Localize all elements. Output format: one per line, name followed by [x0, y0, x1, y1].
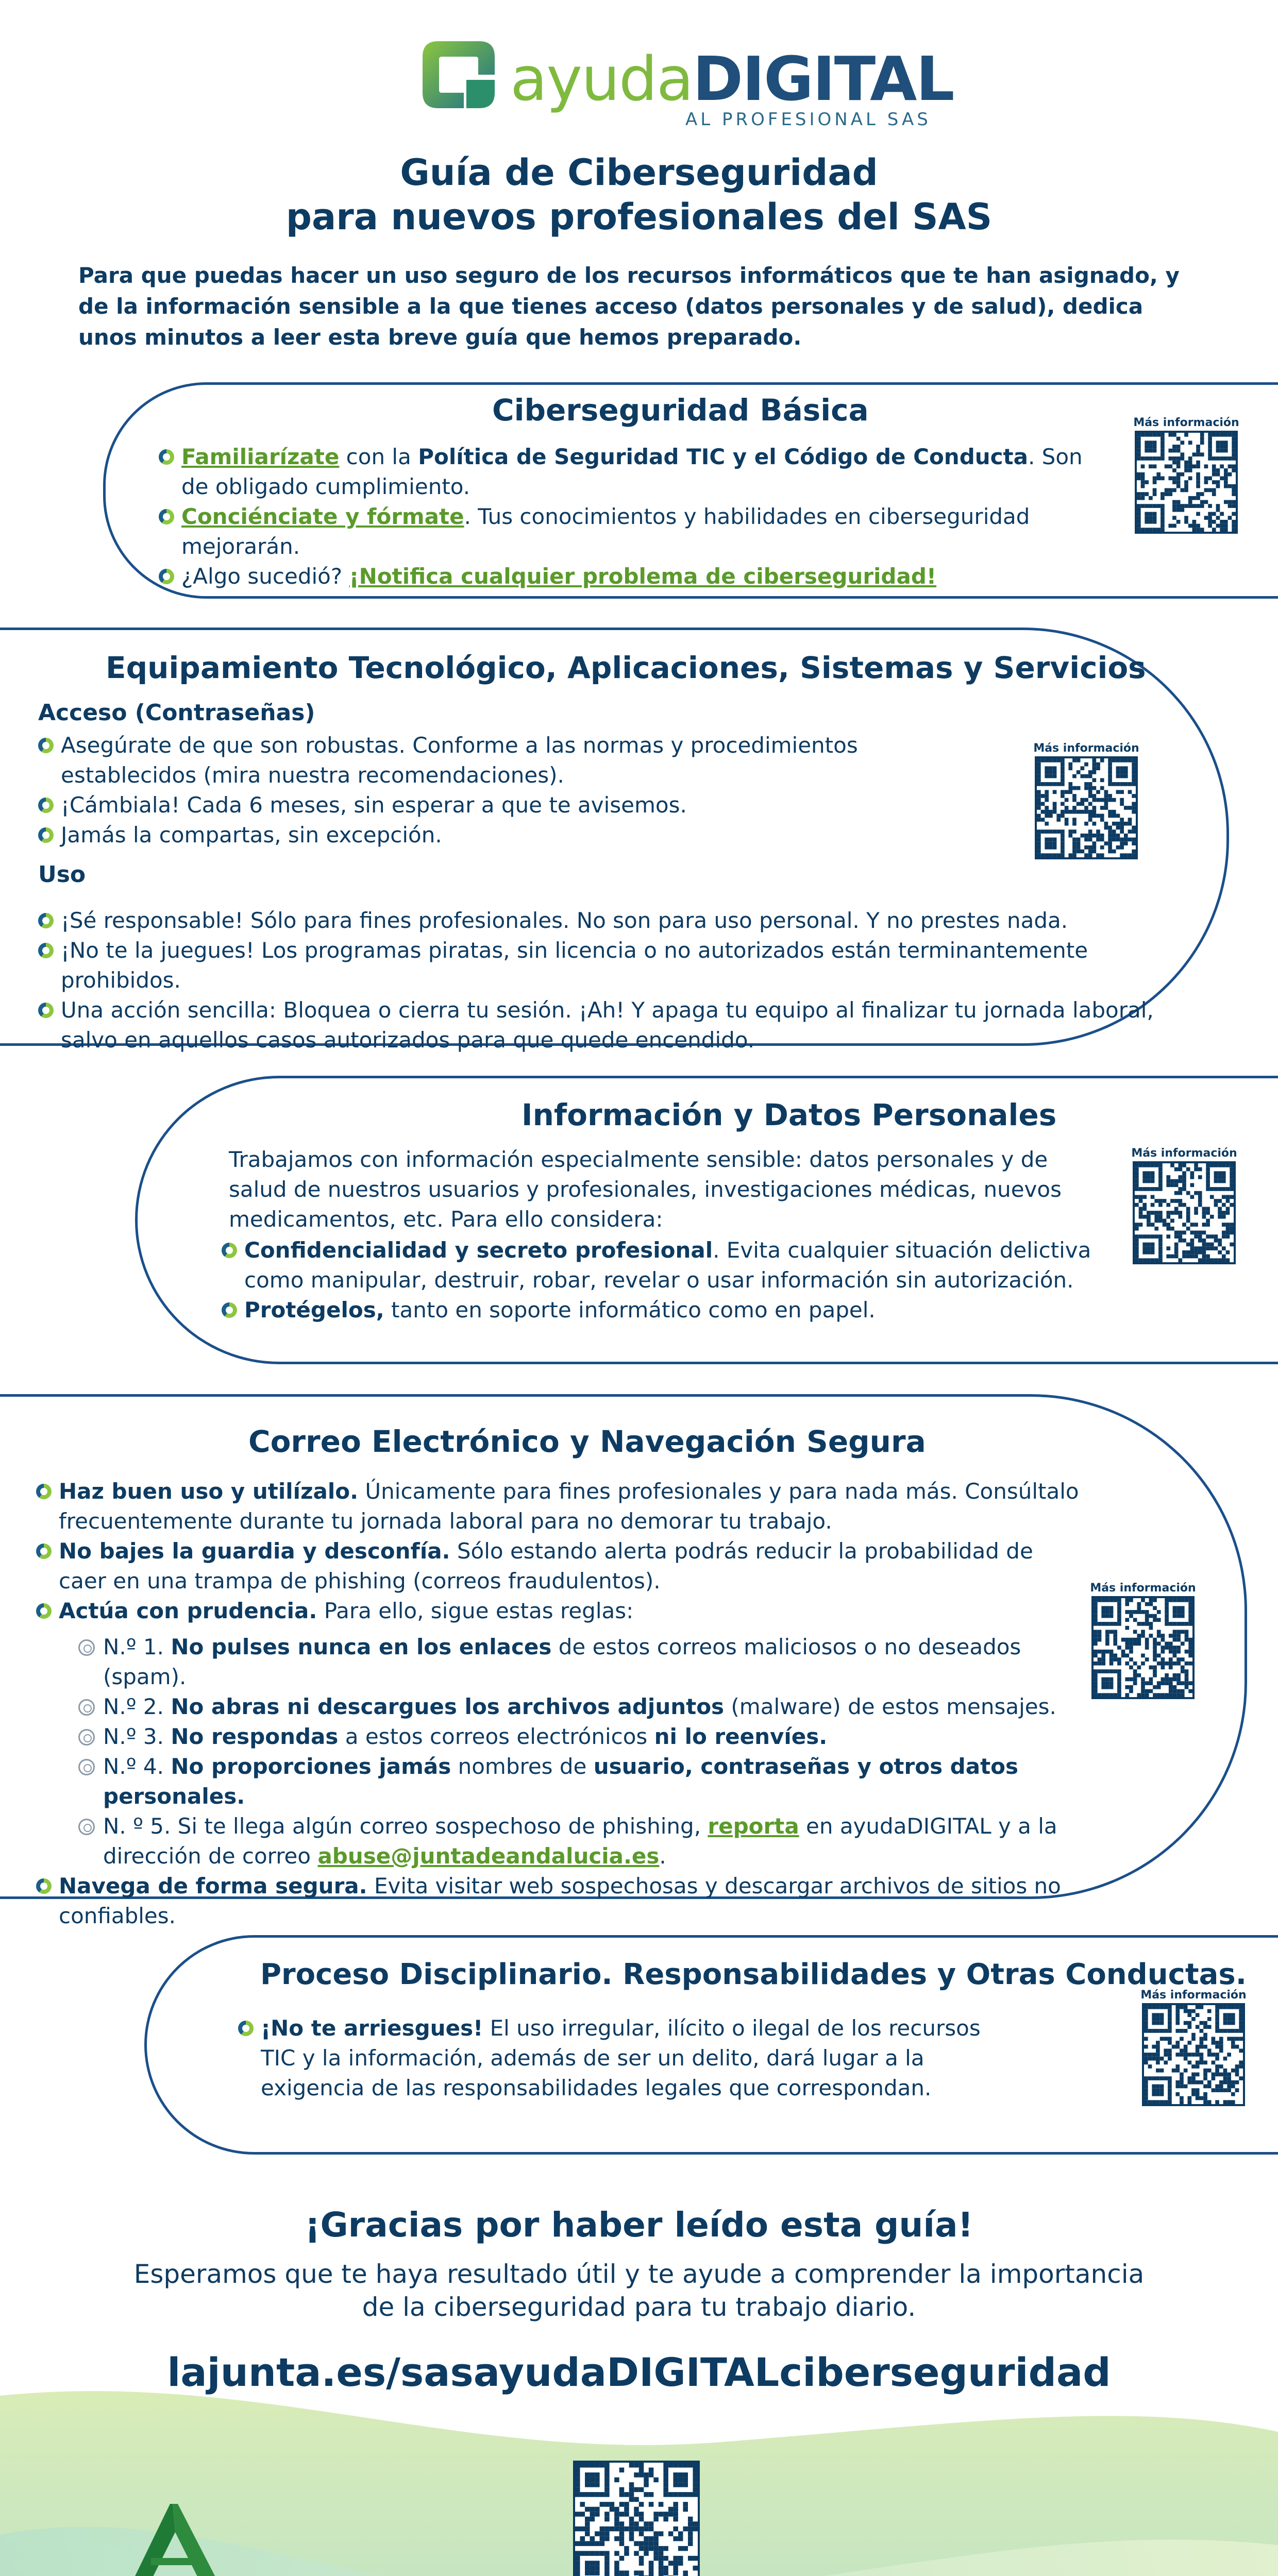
bullet-icon — [38, 943, 54, 958]
intro-paragraph: Para que puedas hacer un uso seguro de los recursos informáticos que te han asignado, y de la información sensible a la que tienes acceso (datos personales y de salud), dedica unos minutos a leer esta breve guía que hemos preparado. — [78, 263, 1180, 350]
bullet-icon — [36, 1878, 52, 1894]
list-item — [36, 1871, 1082, 1931]
bullet-icon — [238, 2021, 254, 2036]
text: No proporciones jamás — [171, 1754, 451, 1779]
abuse-email-link[interactable]: abuse@juntadeandalucia.es — [317, 1843, 660, 1869]
qr-code-icon[interactable] — [1142, 2003, 1245, 2106]
logo-digital: DIGITAL — [693, 43, 954, 114]
text: . Son de obligado cumplimiento. — [181, 444, 1083, 499]
text: con la — [339, 444, 418, 469]
qr-label: Más información — [1140, 1989, 1247, 2002]
qr-code-icon[interactable] — [1133, 1161, 1236, 1264]
junta-andalucia-logo-icon — [121, 2501, 224, 2576]
list-item — [38, 936, 1177, 995]
bullet-icon — [36, 1544, 52, 1559]
bullet-icon — [78, 1639, 95, 1656]
text: ¡No te arriesgues! — [261, 2015, 483, 2041]
informacion-list — [222, 1235, 1123, 1325]
text: Protégelos, — [244, 1297, 384, 1323]
text: usuario, contraseñas y otros datos personales. — [103, 1754, 1019, 1809]
text: Para ello, sigue estas reglas: — [317, 1598, 634, 1623]
section-title: Equipamiento Tecnológico, Aplicaciones, Sistemas y Servicios — [106, 650, 1146, 685]
text: ¡Cámbiala! Cada 6 meses, sin esperar a que te avisemos. — [61, 792, 687, 818]
list-item — [36, 1596, 1082, 1626]
text: . Tus conocimientos y habilidades en ciberseguridad mejorarán. — [181, 504, 1030, 559]
bullet-icon — [159, 509, 174, 524]
uso-list — [38, 906, 1177, 1055]
text: nombres de — [451, 1754, 594, 1779]
text: El uso irregular, ilícito o ilegal de los recursos TIC y la información, además de ser un delito, dará lugar a la exigencia de las responsabilidades legales que correspondan. — [261, 2015, 981, 2100]
ayudadigital-logo-icon — [417, 36, 500, 113]
text: (malware) de estos mensajes. — [724, 1694, 1056, 1719]
text: Haz buen uso y utilízalo. — [59, 1479, 359, 1504]
text: Sólo estando alerta podrás reducir la probabilidad de caer en una trampa de phishing (correos fraudulentos). — [59, 1538, 1033, 1594]
bullet-icon — [222, 1243, 237, 1258]
bullet-icon — [38, 798, 54, 813]
text: Asegúrate de que son robustas. Conforme a las normas y procedimientos establecidos (mira nuestra recomendaciones). — [61, 733, 858, 788]
text: Confidencialidad y secreto profesional — [244, 1238, 713, 1263]
thanks-line2: de la ciberseguridad para tu trabajo diario. — [362, 2292, 916, 2322]
bullet-icon — [36, 1603, 52, 1619]
guide-url[interactable]: lajunta.es/sasayudaDIGITALciberseguridad — [167, 2349, 1111, 2395]
list-item — [159, 562, 1086, 591]
qr-label: Más información — [1033, 742, 1139, 755]
bullet-icon — [38, 738, 54, 753]
bullet-icon — [36, 1484, 52, 1499]
text: ¡No te la juegues! Los programas piratas, sin licencia o no autorizados están terminantemente prohibidos. — [61, 938, 1088, 993]
list-item — [222, 1295, 1123, 1325]
text: No abras ni descargues los archivos adjuntos — [171, 1694, 725, 1719]
bullet-icon — [222, 1302, 237, 1318]
text: Evita visitar web sospechosas y descargar archivos de sitios no confiables. — [59, 1873, 1061, 1928]
text: ni lo reenvíes. — [654, 1724, 828, 1749]
qr-label: Más información — [1090, 1582, 1196, 1595]
section-title: Proceso Disciplinario. Responsabilidades y Otras Conductas. — [260, 1958, 1247, 1991]
list-item — [222, 1235, 1123, 1295]
text: ¡Sé responsable! Sólo para fines profesionales. No son para uso personal. Y no prestes nada. — [61, 908, 1068, 933]
logo-wordmark — [510, 45, 954, 112]
reporta-link[interactable]: reporta — [708, 1814, 799, 1839]
thanks-heading: ¡Gracias por haber leído esta guía! — [305, 2205, 973, 2245]
rule-item — [78, 1632, 1082, 1692]
text: N.º 3. — [103, 1724, 171, 1749]
thanks-line1: Esperamos que te haya resultado útil y te ayude a comprender la importancia — [133, 2259, 1145, 2289]
bullet-icon — [78, 1699, 95, 1716]
section-title: Ciberseguridad Básica — [492, 393, 869, 428]
text: Una acción sencilla: Bloquea o cierra tu sesión. ¡Ah! Y apaga tu equipo al finalizar tu jornada laboral, salvo en aquellos casos autorizados para que quede encendido. — [61, 997, 1154, 1053]
bullet-icon — [78, 1819, 95, 1835]
qr-label: Más información — [1131, 1147, 1237, 1160]
bullet-icon — [38, 913, 54, 928]
rule-item — [78, 1811, 1082, 1871]
policy-text: Política de Seguridad TIC y el Código de Conducta — [418, 444, 1028, 469]
bullet-icon — [38, 827, 54, 843]
list-item — [38, 820, 991, 850]
uso-heading: Uso — [38, 861, 86, 888]
main-qr-code-icon[interactable] — [573, 2461, 700, 2576]
rule-item — [78, 1752, 1082, 1811]
list-item — [36, 1477, 1082, 1536]
bullet-icon — [159, 449, 174, 465]
qr-code-icon[interactable] — [1035, 756, 1138, 859]
text: de estos correos maliciosos o no deseados (spam). — [103, 1634, 1021, 1689]
list-item — [38, 906, 1177, 936]
bullet-icon — [78, 1729, 95, 1745]
text: N. º 5. Si te llega algún correo sospechoso de phishing, — [103, 1814, 708, 1839]
text: Jamás la compartas, sin excepción. — [61, 822, 442, 848]
section-title: Correo Electrónico y Navegación Segura — [248, 1424, 926, 1459]
text: N.º 2. — [103, 1694, 171, 1719]
basica-list — [159, 442, 1086, 591]
list-item — [159, 502, 1086, 562]
text: ¿Algo sucedió? — [181, 564, 349, 589]
text: . Evita cualquier situación delictiva como manipular, destruir, robar, revelar o usar información sin autorización. — [244, 1238, 1091, 1293]
list-item — [36, 1536, 1082, 1596]
informacion-intro: Trabajamos con información especialmente sensible: datos personales y de salud de nuestros usuarios y profesionales, investigaciones médicas, nuevos medicamentos, etc. Para ello considera: — [229, 1147, 1062, 1232]
text: en ayudaDIGITAL y a la dirección de correo — [103, 1814, 1057, 1869]
text: No bajes la guardia y desconfía. — [59, 1538, 450, 1564]
text: Actúa con prudencia. — [59, 1598, 317, 1623]
list-item — [159, 442, 1086, 502]
logo-subtitle: AL PROFESIONAL SAS — [685, 109, 931, 130]
text: N.º 1. — [103, 1634, 171, 1659]
text: a estos correos electrónicos — [338, 1724, 654, 1749]
notifica-link[interactable]: ¡Notifica cualquier problema de ciberseguridad! — [349, 564, 937, 589]
text: tanto en soporte informático como en papel. — [384, 1297, 876, 1323]
page-title-line2: para nuevos profesionales del SAS — [285, 196, 993, 238]
text: No respondas — [171, 1724, 339, 1749]
list-item — [38, 790, 991, 820]
text: No pulses nunca en los enlaces — [171, 1634, 552, 1659]
list-item — [38, 995, 1177, 1055]
logo-ayuda: ayuda — [510, 43, 693, 114]
familiarizate-link[interactable]: Familiarízate — [181, 444, 340, 469]
text: . — [659, 1843, 666, 1869]
rule-item — [78, 1722, 1082, 1752]
page-title-line1: Guía de Ciberseguridad — [400, 151, 878, 194]
disciplinario-list — [238, 2013, 1011, 2103]
bullet-icon — [38, 1003, 54, 1018]
section-title: Información y Datos Personales — [522, 1097, 1057, 1132]
text: Navega de forma segura. — [59, 1873, 367, 1899]
acceso-heading: Acceso (Contraseñas) — [38, 700, 315, 726]
list-item — [238, 2013, 1011, 2103]
conciencate-link[interactable]: Conciénciate y fórmate — [181, 504, 464, 529]
text: Únicamente para fines profesionales y para nada más. Consúltalo frecuentemente durante tu jornada laboral para no demorar tu trabajo. — [59, 1479, 1079, 1534]
qr-code-icon[interactable] — [1091, 1596, 1195, 1699]
text: N.º 4. — [103, 1754, 171, 1779]
qr-code-icon[interactable] — [1135, 431, 1238, 534]
bullet-icon — [78, 1759, 95, 1775]
correo-list — [36, 1477, 1082, 1931]
rules-list — [36, 1632, 1082, 1871]
rule-item — [78, 1692, 1082, 1722]
bullet-icon — [159, 569, 174, 584]
qr-label: Más información — [1133, 416, 1239, 429]
list-item — [38, 731, 991, 790]
acceso-list — [38, 731, 991, 850]
